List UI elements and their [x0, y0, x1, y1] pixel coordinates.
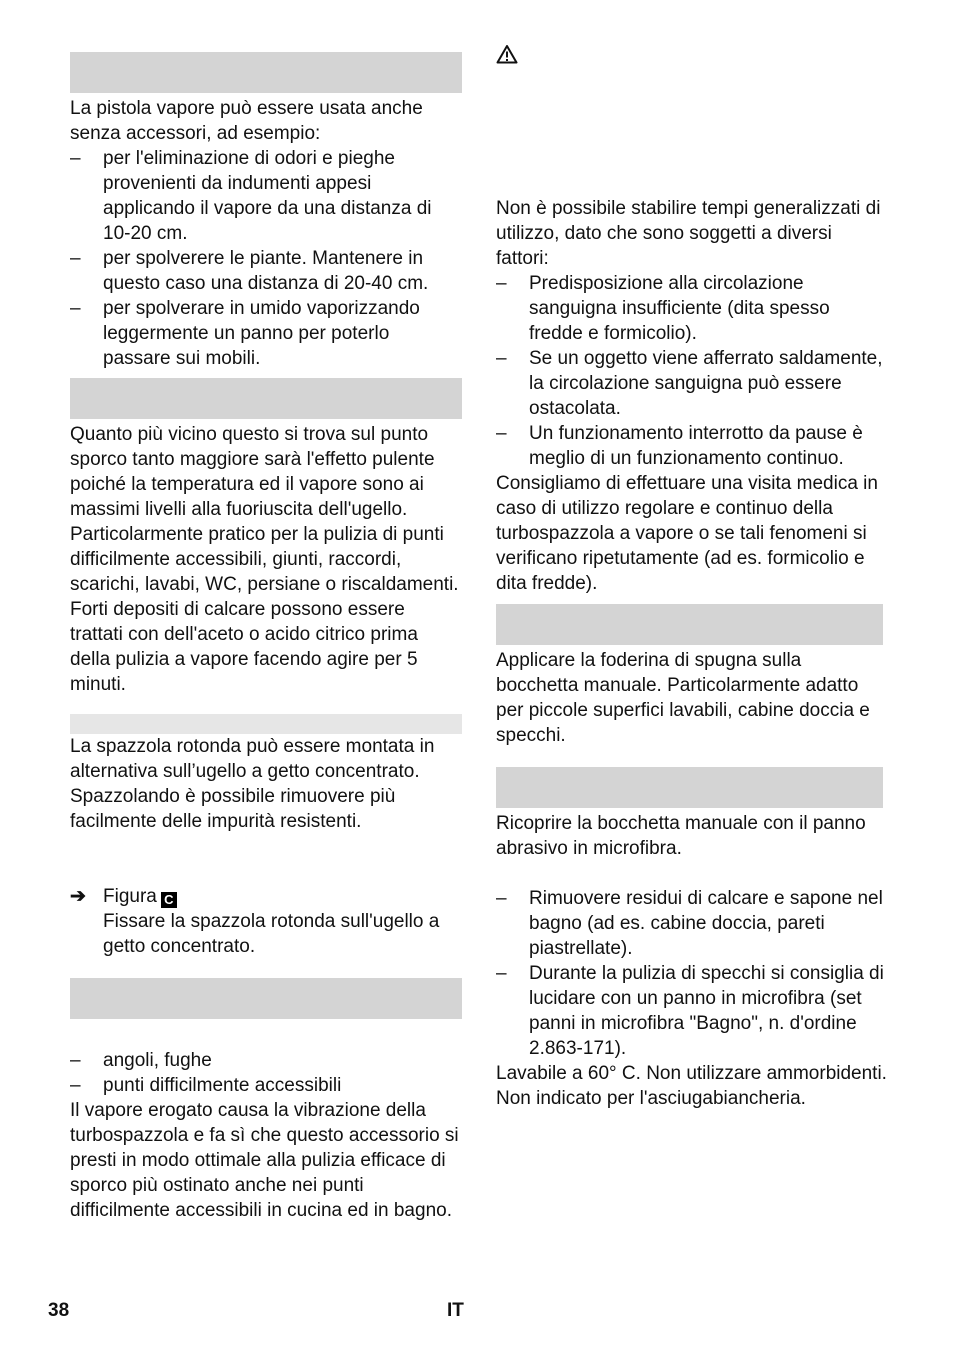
list-item: – per spolverere le piante. Mantenere in questo caso una distanza di 20-40 cm.: [70, 246, 462, 296]
arrow-right-icon: ➔: [70, 886, 86, 907]
right-column: [496, 44, 888, 1111]
figure-badge: C: [161, 892, 177, 908]
list-item: – per l'eliminazione di odori e pieghe provenienti da indumenti appesi applicando il vapore da una distanza di 10-20 cm.: [70, 146, 462, 246]
list-item: – Se un oggetto viene afferrato saldamente, la circolazione sanguigna può essere ostacolata.: [496, 346, 888, 421]
section-header-bar: [70, 52, 462, 93]
list-item: – Un funzionamento interrotto da pause è meglio di un funzionamento continuo.: [496, 421, 888, 471]
warning-paragraph: Non è possibile stabilire tempi generalizzati di utilizzo, dato che sono soggetti a diversi fattori:: [496, 198, 881, 269]
list-item: – Rimuovere residui di calcare e sapone nel bagno (ad es. cabine doccia, pareti piastrellate).: [496, 886, 888, 961]
warning-heading: [496, 44, 888, 69]
list-item: – per spolverare in umido vaporizzando leggermente un panno per poterlo passare sui mobili.: [70, 296, 462, 371]
section-header-bar: [496, 604, 883, 645]
section-header-bar: [70, 378, 462, 419]
list-item: – angoli, fughe: [70, 1048, 462, 1073]
wash-paragraph: Lavabile a 60° C. Non utilizzare ammorbidenti. Non indicato per l'asciugabiancheria.: [496, 1063, 887, 1109]
cloth-list: [496, 886, 888, 1061]
warning-list: [496, 271, 888, 471]
intro-paragraph: La pistola vapore può essere usata anche senza accessori, ad esempio:: [70, 98, 423, 144]
section-header-bar: [70, 978, 462, 1019]
subsection-header-bar: [70, 714, 462, 734]
advice-paragraph: Consigliamo di effettuare una visita medica in caso di utilizzo regolare e continuo della turbospazzola a vapore o se tali fenomeni si verificano ripetutamente (ad es. formicolio e dita fredde).: [496, 473, 878, 594]
turbo-list: [70, 1048, 462, 1098]
sponge-paragraph: Applicare la foderina di spugna sulla bocchetta manuale. Particolarmente adatto per piccole superfici lavabili, cabine doccia e specchi.: [496, 650, 870, 746]
page-number: 38: [48, 1300, 70, 1321]
intro-list: [70, 146, 462, 371]
brush-paragraph: La spazzola rotonda può essere montata in alternativa sull’ugello a getto concentrato. Spazzolando è possibile rimuovere più facilmente delle impurità resistenti.: [70, 736, 435, 832]
figure-label: Figura: [103, 886, 157, 907]
section-header-bar: [496, 767, 883, 808]
turbo-paragraph: Il vapore erogato causa la vibrazione della turbospazzola e fa sì che questo accessorio si presti in modo ottimale alla pulizia efficace di sporco più ostinato anche nei punti difficilmente accessibili in cucina ed in bagno.: [70, 1100, 459, 1221]
figure-text: Fissare la spazzola rotonda sull'ugello a getto concentrato.: [103, 911, 440, 957]
cloth-paragraph: Ricoprire la bocchetta manuale con il panno abrasivo in microfibra.: [496, 813, 866, 859]
left-column: [70, 52, 462, 1223]
language-code: IT: [447, 1300, 464, 1321]
list-item: – punti difficilmente accessibili: [70, 1073, 462, 1098]
nozzle-paragraph: Quanto più vicino questo si trova sul punto sporco tanto maggiore sarà l'effetto pulente poiché la temperatura ed il vapore sono ai massimi livelli alla fuoriuscita dell'ugello. Particolarmente pratico per la pulizia di punti difficilmente accessibili, giunti, raccordi, scarichi, lavabi, WC, persiane o riscaldamenti. Forti depositi di calcare possono essere trattati con dell'aceto o acido citrico prima della pulizia a vapore facendo agire per 5 minuti.: [70, 424, 459, 695]
warning-triangle-icon: [496, 44, 518, 64]
list-item: – Predisposizione alla circolazione sanguigna insufficiente (dita spesso fredde e formicolio).: [496, 271, 888, 346]
figure-instruction: [70, 884, 462, 959]
list-item: – Durante la pulizia di specchi si consiglia di lucidare con un panno in microfibra (set panni in microfibra "Bagno", n. d'ordine 2.863-171).: [496, 961, 888, 1061]
